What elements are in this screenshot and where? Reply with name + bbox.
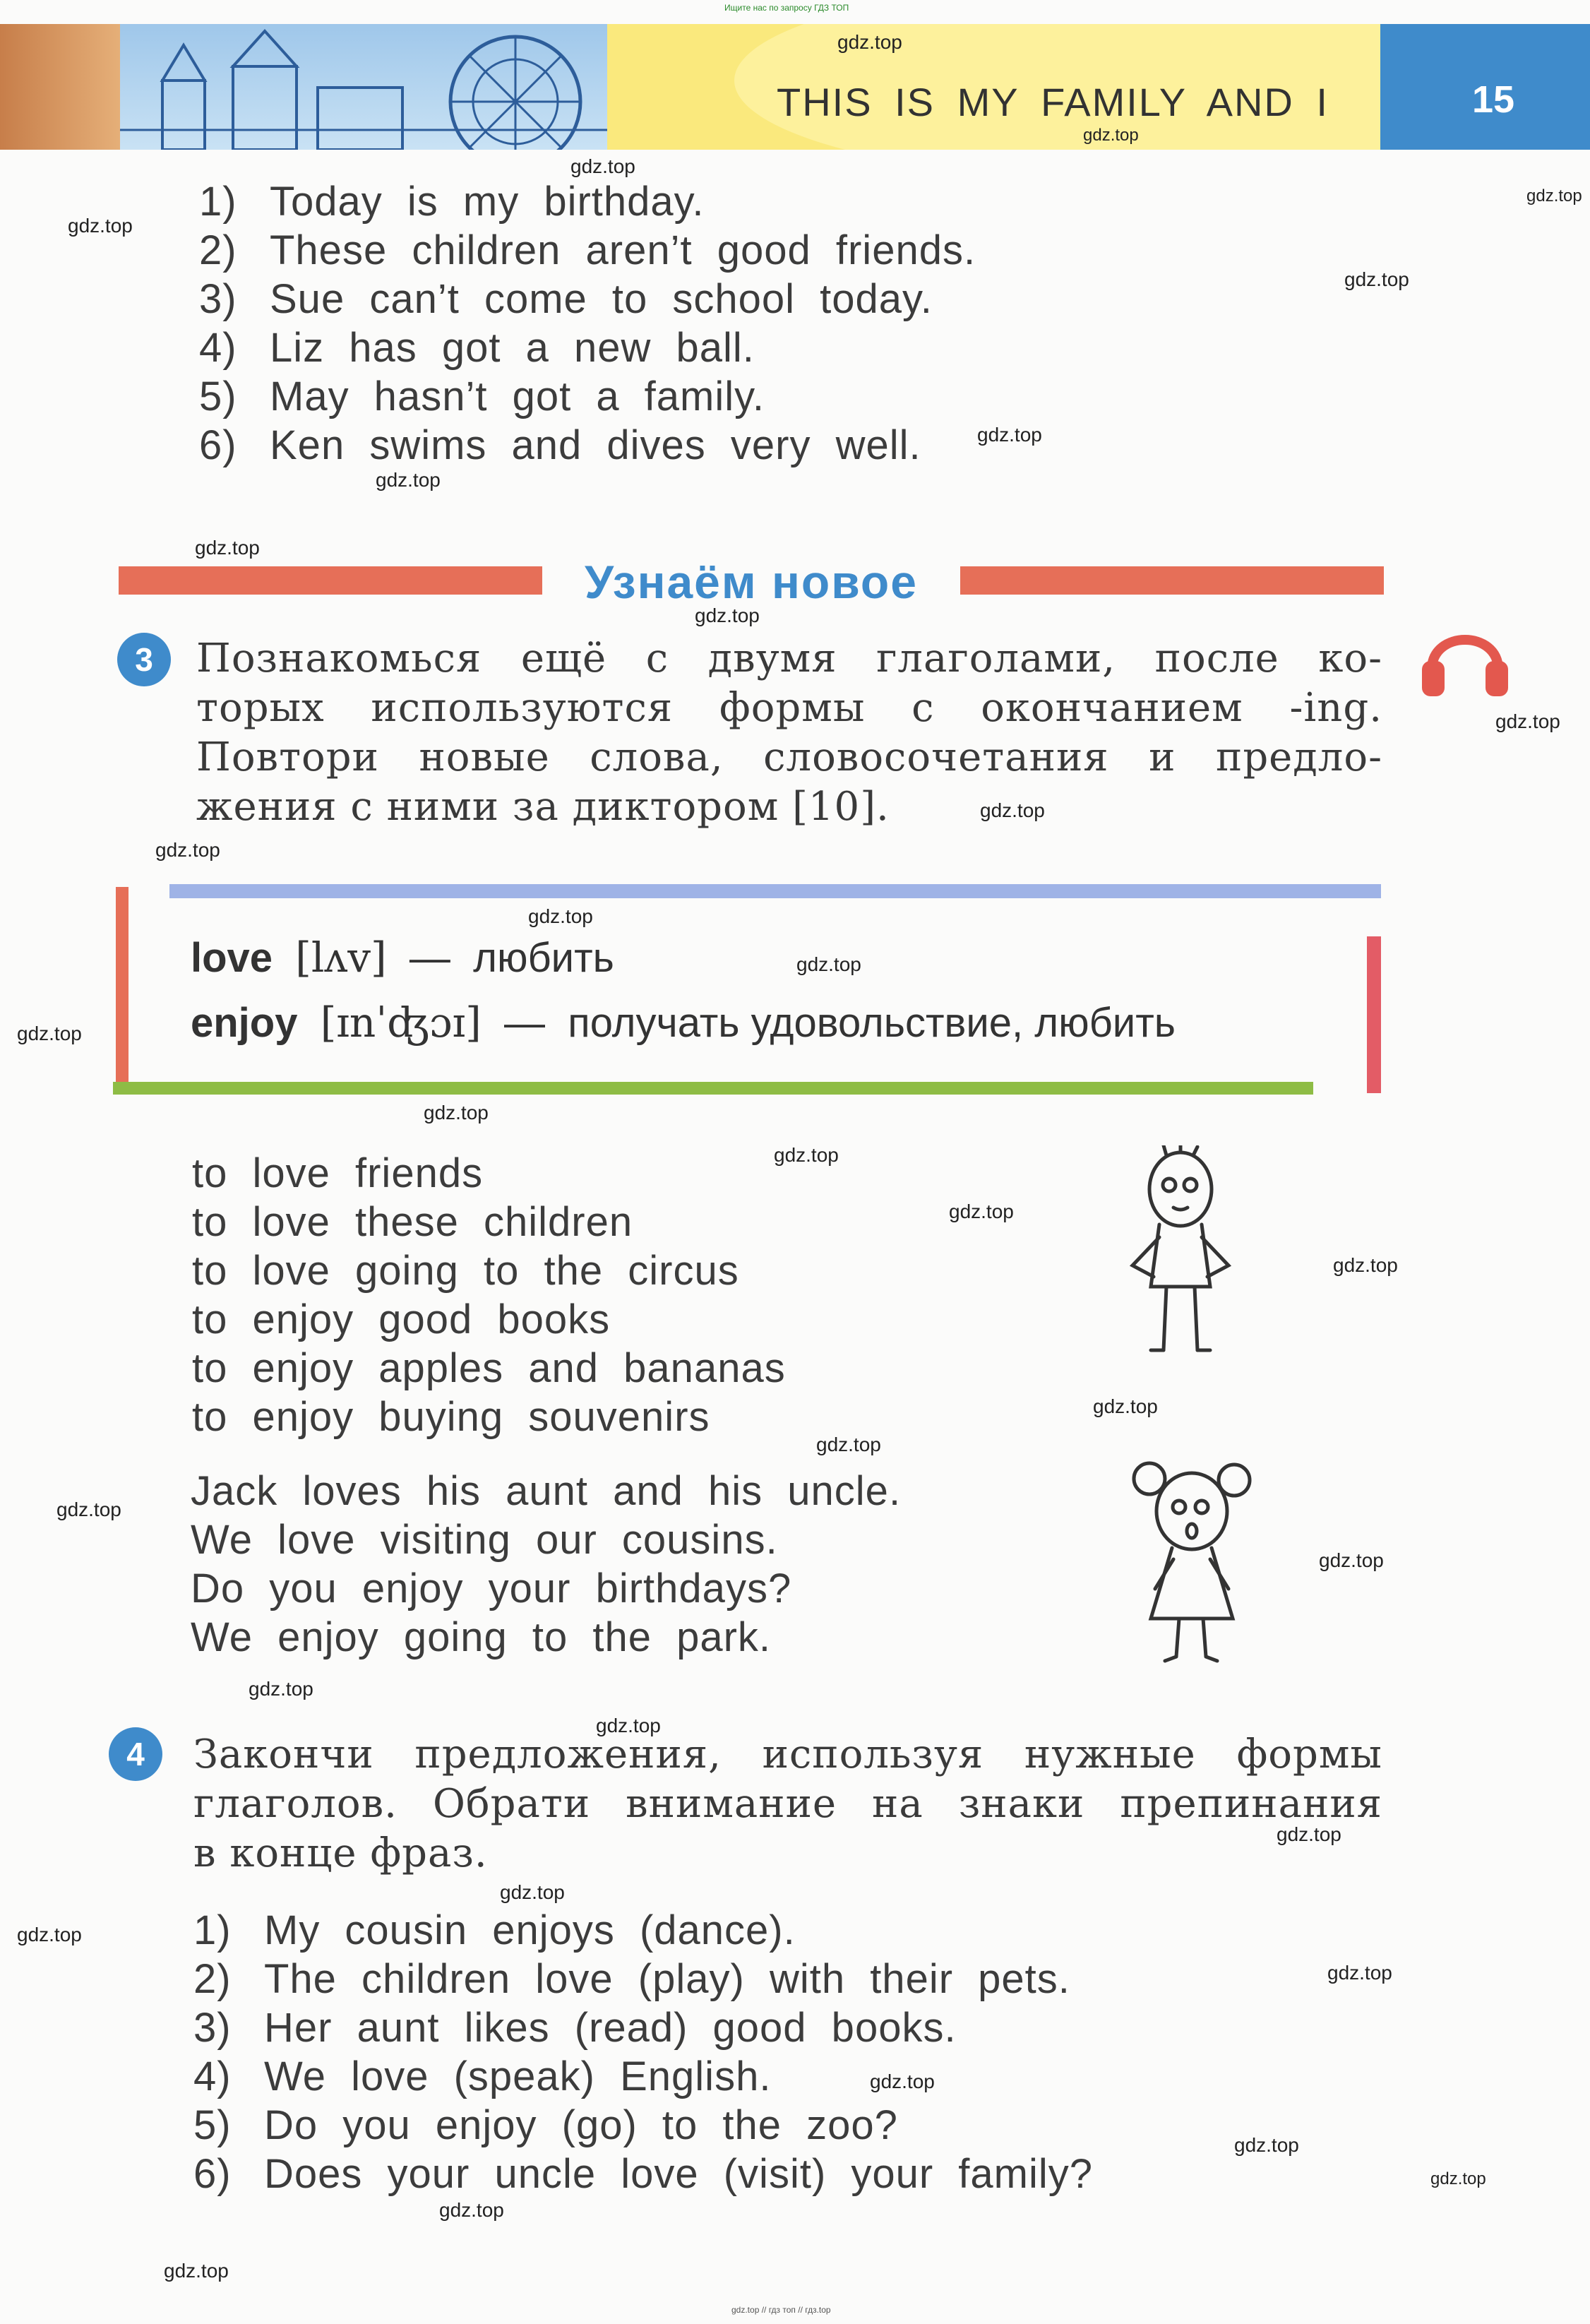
vocab-left-stripe <box>116 887 128 1086</box>
watermark: gdz.top <box>68 215 133 237</box>
exercise-number-3: 3 <box>117 633 171 686</box>
footer-note: gdz.top // гдз топ // гдз.top <box>731 2305 831 2315</box>
watermark: gdz.top <box>1430 2169 1486 2188</box>
list-item: 1) My cousin enjoys (dance). <box>193 1907 796 1953</box>
top-exercise-list <box>199 178 976 470</box>
watermark: gdz.top <box>249 1678 313 1700</box>
header-title: THIS IS MY FAMILY AND I <box>777 80 1329 124</box>
list-item: to enjoy apples and bananas <box>192 1345 786 1391</box>
vocab-love: love [lʌv] — любить <box>191 934 614 982</box>
list-item: to love going to the circus <box>192 1248 739 1294</box>
watermark: gdz.top <box>17 1023 82 1044</box>
banner-stripe-right <box>960 566 1384 595</box>
banner-stripe-left <box>119 566 542 595</box>
watermark: gdz.top <box>155 839 220 861</box>
watermark: gdz.top <box>570 155 635 177</box>
header-illustration <box>120 24 628 150</box>
list-item: We enjoy going to the park. <box>191 1614 772 1660</box>
list-item: 6) Does your uncle love (visit) your family? <box>193 2151 1094 2197</box>
list-item: to love friends <box>192 1150 484 1196</box>
watermark: gdz.top <box>1234 2134 1299 2156</box>
girl-illustration <box>1123 1459 1264 1674</box>
watermark: gdz.top <box>796 953 861 975</box>
watermark: gdz.top <box>439 2199 504 2221</box>
section-banner: Узнаём новое <box>585 556 918 608</box>
watermark: gdz.top <box>1093 1395 1158 1417</box>
watermark: gdz.top <box>1333 1254 1398 1276</box>
list-item: 6) Ken swims and dives very well. <box>199 422 921 468</box>
watermark: gdz.top <box>1495 710 1560 732</box>
watermark: gdz.top <box>1327 1962 1392 1984</box>
vocab-top-stripe <box>169 884 1381 898</box>
page-header <box>0 24 1590 150</box>
list-item: 3) Her aunt likes (read) good books. <box>193 2005 957 2051</box>
watermark: gdz.top <box>1083 126 1139 145</box>
page-number: 15 <box>1472 78 1515 121</box>
list-item: 2) The children love (play) with their pets. <box>193 1956 1070 2002</box>
watermark: gdz.top <box>500 1881 565 1903</box>
watermark: gdz.top <box>695 604 760 626</box>
watermark: gdz.top <box>977 424 1042 446</box>
exercise4-instruction: Закончи предложения, используя нужные формы глаголов. Обрати внимание на знаки препинания в конце фраз. <box>193 1732 1382 1876</box>
vocab-right-stripe <box>1367 936 1381 1093</box>
exercise4-list <box>193 1907 1093 2199</box>
exercise-number-4: 4 <box>109 1727 162 1781</box>
list-item: We love visiting our cousins. <box>191 1517 778 1563</box>
watermark: gdz.top <box>816 1434 881 1455</box>
list-item: 2) These children aren’t good friends. <box>199 227 976 273</box>
watermark: gdz.top <box>376 469 441 491</box>
list-item: 4) Liz has got a new ball. <box>199 325 755 371</box>
list-item: to love these children <box>192 1199 633 1245</box>
list-item: to enjoy good books <box>192 1297 611 1342</box>
watermark: gdz.top <box>164 2260 229 2282</box>
list-item: 1) Today is my birthday. <box>199 179 705 225</box>
watermark: gdz.top <box>1344 268 1409 290</box>
watermark: gdz.top <box>195 537 260 559</box>
watermark: gdz.top <box>949 1200 1014 1222</box>
exercise3-instruction: Познакомься ещё с двумя глаголами, после ко- торых используются формы с окончанием -ing. Повтори новые слова, словосочетания и предло- жения с ними за диктором [10]. <box>196 636 1382 830</box>
list-item: 5) Do you enjoy (go) to the zoo? <box>193 2102 898 2148</box>
watermark: gdz.top <box>528 905 593 927</box>
list-item: 4) We love (speak) English. <box>193 2054 772 2099</box>
list-item: 5) May hasn’t got a family. <box>199 374 765 419</box>
boy-illustration <box>1123 1145 1243 1361</box>
watermark: gdz.top <box>424 1102 489 1124</box>
sentence-list <box>191 1467 901 1662</box>
watermark: gdz.top <box>1277 1823 1341 1845</box>
watermark: gdz.top <box>596 1715 661 1736</box>
watermark: gdz.top <box>774 1144 839 1166</box>
watermark: gdz.top <box>17 1924 82 1945</box>
list-item: Do you enjoy your birthdays? <box>191 1566 792 1611</box>
list-item: Jack loves his aunt and his uncle. <box>191 1468 902 1514</box>
watermark: gdz.top <box>1319 1549 1384 1571</box>
top-note: Ищите нас по запросу ГДЗ ТОП <box>724 3 849 13</box>
headphones-icon[interactable] <box>1421 614 1510 703</box>
list-item: to enjoy buying souvenirs <box>192 1394 710 1440</box>
watermark: gdz.top <box>56 1498 121 1520</box>
watermark: gdz.top <box>837 31 902 53</box>
vocab-bottom-stripe <box>113 1082 1313 1095</box>
watermark: gdz.top <box>870 2070 935 2092</box>
watermark: gdz.top <box>980 799 1045 821</box>
list-item: 3) Sue can’t come to school today. <box>199 276 933 322</box>
phrase-list <box>192 1150 786 1442</box>
vocab-enjoy: enjoy [ɪnˈʤɔɪ] — получать удовольствие, любить <box>191 999 1176 1047</box>
watermark: gdz.top <box>1526 186 1582 205</box>
